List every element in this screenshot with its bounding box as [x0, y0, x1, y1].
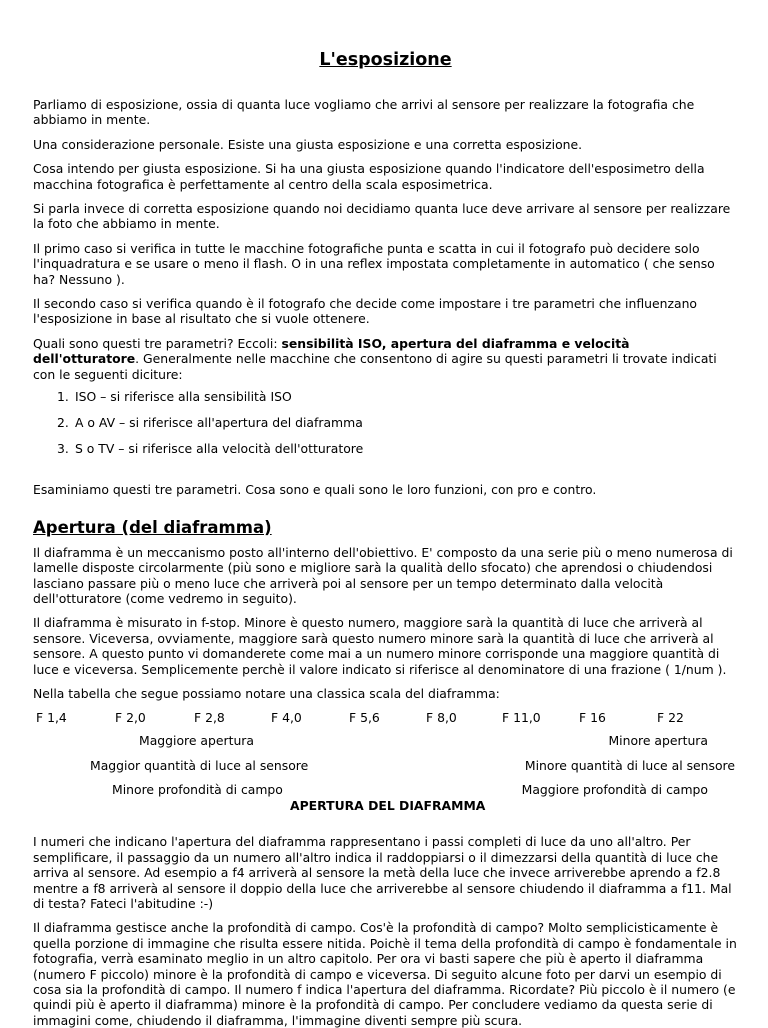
section-heading: Apertura (del diaframma): [33, 517, 272, 537]
params-paragraph: [33, 336, 738, 382]
list-item: [57, 415, 738, 430]
legend-caption: APERTURA DEL DIAFRAMMA: [290, 798, 486, 814]
fstop-value: F 2,0: [115, 710, 146, 726]
aperture-legend: [33, 732, 738, 812]
settings-list: [57, 389, 738, 456]
fstop-value: F 1,4: [36, 710, 67, 726]
list-item: [57, 441, 738, 456]
intro-paragraph: Si parla invece di corretta esposizione quando noi decidiamo quanta luce deve arrivare al sensore per realizzare la foto che abbiamo in mente.: [33, 201, 731, 232]
legend-right-item: Minore quantità di luce al sensore: [524, 758, 735, 774]
fstop-value: F 8,0: [426, 710, 457, 726]
list-text: A o AV – si riferisce all'apertura del diaframma: [74, 415, 363, 430]
params-text-after: . Generalmente nelle macchine che consentono di agire su questi parametri li trovate indicati con le seguenti diciture:: [33, 351, 717, 382]
section-paragraph: Il diaframma è un meccanismo posto all'interno dell'obiettivo. E' composto da una serie più o meno numerosa di lamelle disposte circolarmente (più sono e migliore sarà la qualità dello sfocato) che aprendosi o chiudendosi lasciano passare più o meno luce che arriverà poi al sensore per un tempo determinato dalla velocità dell'otturatore (come vedremo in seguito).: [33, 544, 733, 606]
list-number: 1.: [57, 389, 69, 405]
fstop-scale: [33, 710, 738, 732]
legend-left-item: Minore profondità di campo: [112, 782, 283, 798]
list-number: 2.: [57, 415, 69, 430]
intro-paragraph: Cosa intendo per giusta esposizione. Si ha una giusta esposizione quando l'indicatore dell'esposimetro della macchina fotografica è perfettamente al centro della scala esposimetrica.: [33, 161, 705, 192]
list-text: ISO – si riferisce alla sensibilità ISO: [74, 389, 292, 405]
closing-paragraph: I numeri che indicano l'apertura del diaframma rappresentano i passi completi di luce da uno all'altro. Per semplificare, il passaggio da un numero all'altro indica il raddoppiarsi o il dimezzarsi della quantità di luce che arriva al sensore. Ad esempio a f4 arriverà al sensore la metà della luce che invece arriverebbe aprendo a f2.8 mentre a f8 arriverà al sensore il doppio della luce che arriverebbe al sensore chiudendo il diaframma a f11. Mal di testa? Fateci l'abitudine :-): [33, 834, 732, 911]
page-title: L'esposizione: [319, 50, 452, 70]
examine-paragraph: Esaminiamo questi tre parametri. Cosa sono e quali sono le loro funzioni, con pro e contro.: [33, 482, 597, 498]
list-item: [57, 389, 738, 404]
legend-right-item: Maggiore profondità di campo: [521, 782, 708, 798]
section-paragraph: Nella tabella che segue possiamo notare una classica scala del diaframma:: [33, 685, 500, 701]
closing-paragraph: Il diaframma gestisce anche la profondità di campo. Cos'è la profondità di campo? Molto semplicisticamente è quella porzione di immagine che risulta essere nitida. Poichè il tema della profondità di campo è fondamentale in fotografia, verrà esaminato meglio in un altro capitolo. Per ora vi basti sapere che più è aperto il diaframma (numero F piccolo) minore è la profondità di campo e viceversa. Di seguito alcune foto per darvi un esempio di cosa sia la profondità di campo. Il numero f indica l'apertura del diaframma. Ricordate? Più piccolo è il numero (e quindi più è aperto il diaframma) minore è la profondità di campo. Per concludere vediamo da questa serie di immagini come, chiudendo il diaframma, l'immagine diventi sempre più scura.: [33, 920, 737, 1028]
intro-paragraph: Il primo caso si verifica in tutte le macchine fotografiche punta e scatta in cui il fotografo può decidere solo l'inquadratura e se usare o meno il flash. O in una reflex impostata completamente in automatico ( che senso ha? Nessuno ).: [33, 240, 715, 287]
list-text: S o TV – si riferisce alla velocità dell'otturatore: [74, 440, 364, 456]
fstop-value: F 5,6: [349, 710, 380, 726]
section-paragraph: Il diaframma è misurato in f-stop. Minore è questo numero, maggiore sarà la quantità di luce che arriverà al sensore. Viceversa, ovviamente, maggiore sarà questo numero minore sarà la quantità di luce che arriverà al sensore. A questo punto vi domanderete come mai a un numero minore corrisponde una maggiore quantità di luce e viceversa. Semplicemente perchè il valore indicato si riferisce al denominatore di una frazione ( 1/num ).: [33, 615, 727, 677]
fstop-value: F 4,0: [271, 710, 302, 726]
fstop-value: F 22: [657, 710, 684, 726]
params-text-before: Quali sono questi tre parametri? Eccoli:: [33, 335, 282, 351]
legend-left-item: Maggior quantità di luce al sensore: [90, 758, 309, 774]
intro-paragraph: Parliamo di esposizione, ossia di quanta luce vogliamo che arrivi al sensore per realizzare la fotografia che abbiamo in mente.: [33, 97, 695, 128]
intro-paragraph: Una considerazione personale. Esiste una giusta esposizione e una corretta esposizione.: [33, 136, 583, 152]
params-bold: sensibilità ISO, apertura del diaframma e velocità dell'otturatore: [33, 335, 630, 367]
legend-left-item: Maggiore apertura: [139, 733, 254, 749]
legend-right-item: Minore apertura: [608, 733, 708, 749]
fstop-value: F 16: [579, 710, 606, 726]
list-number: 3.: [57, 440, 69, 456]
intro-paragraph: Il secondo caso si verifica quando è il fotografo che decide come impostare i tre parametri che influenzano l'esposizione in base al risultato che si vuole ottenere.: [33, 296, 698, 327]
fstop-value: F 2,8: [194, 710, 225, 726]
fstop-value: F 11,0: [502, 710, 541, 726]
